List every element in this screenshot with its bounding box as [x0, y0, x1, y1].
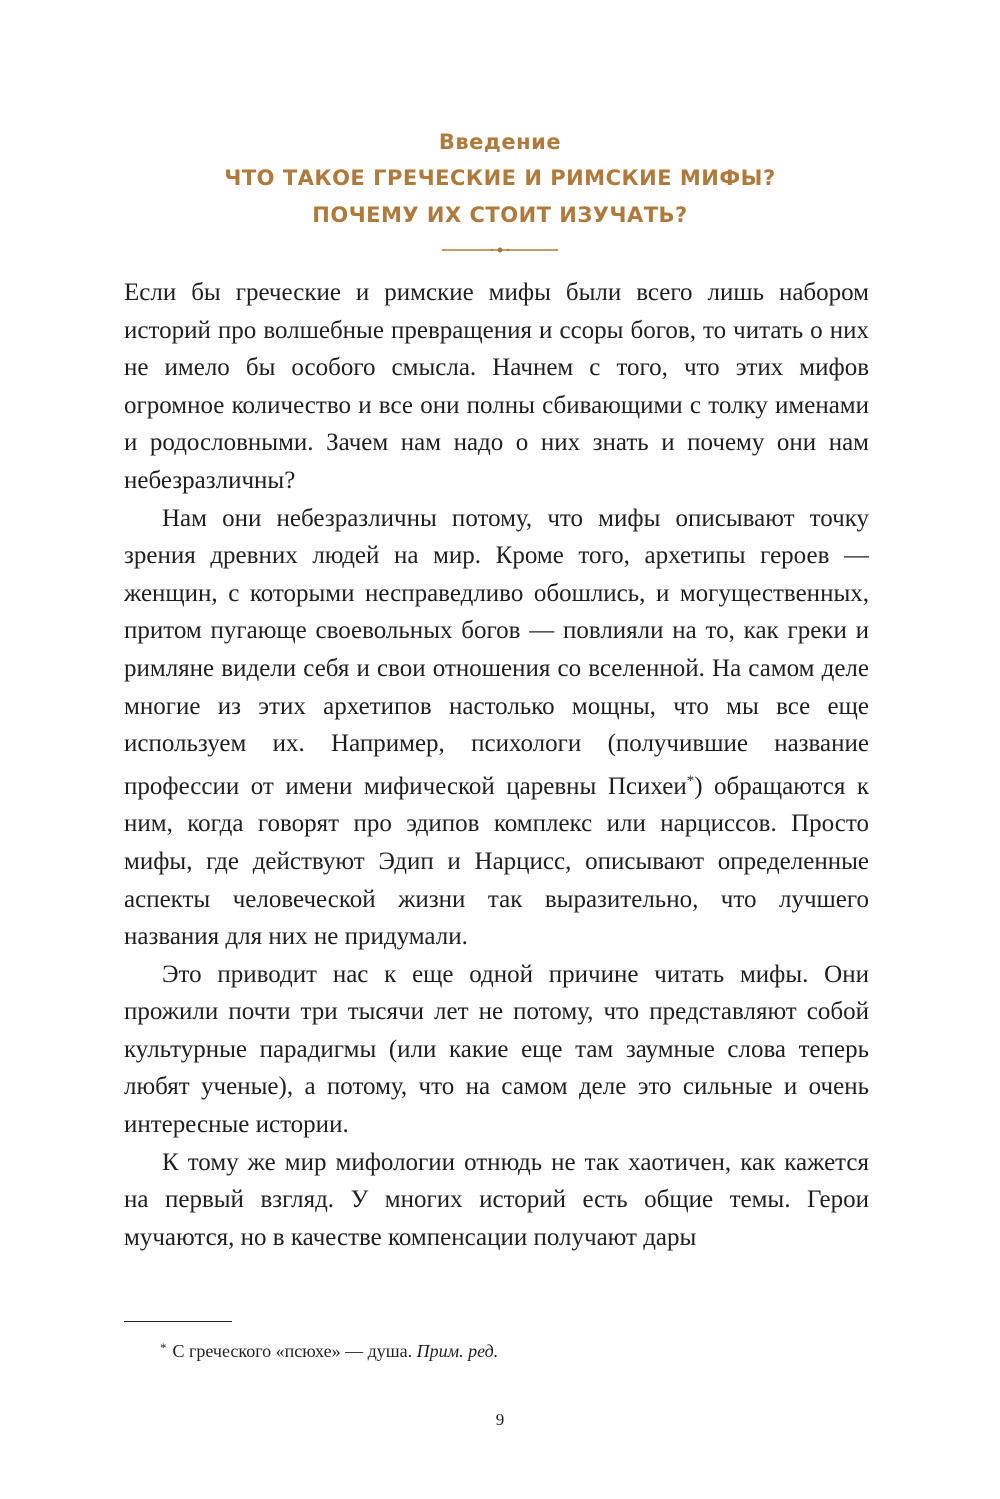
chapter-title-line-1: ЧТО ТАКОЕ ГРЕЧЕСКИЕ И РИМСКИЕ МИФЫ?: [224, 166, 776, 190]
footnote-reference-mark[interactable]: *: [686, 772, 695, 789]
chapter-kicker: Введение: [438, 130, 562, 154]
paragraph-2-part-1: Нам они небезразличны потому, что мифы описывают точку зрения древних людей на мир. Кроме того, архетипы героев — женщин, с которыми несправедливо обошлись, и могущественных, притом пугающе своевольных богов — повлияли на то, как греки и римляне видели себя и свои отношения со вселенной. На самом деле многие из этих архетипов настолько мощны, что мы все еще используем их. Например, психологи (получившие название профессии от имени мифической царевны Психеи: [124, 504, 869, 800]
footnote-text: С греческого «псюхе» — душа.: [172, 1341, 417, 1361]
ornament-divider-icon: [441, 244, 559, 256]
paragraph-2-part-2: ) обращаются к ним, когда говорят про эдипов комплекс или нарциссов. Просто мифы, где действуют Эдип и Нарцисс, описывают определенные аспекты человеческой жизни так выразительно, что лучшего названия для них не придумали.: [124, 772, 870, 951]
paragraph-1: Если бы греческие и римские мифы были всего лишь набором историй про волшебные превращения и ссоры богов, то читать о них не имело бы особого смысла. Начнем с того, что этих мифов огромное количество и все они полны сбивающими с толку именами и родословными. Зачем нам надо о них знать и почему они нам небезразличны?: [124, 279, 869, 494]
paragraph-3: Это приводит нас к еще одной причине читать мифы. Они прожили почти три тысячи лет не потому, что представляют собой культурные парадигмы (или какие еще там заумные слова теперь любят ученые), а потому, что на самом деле это сильные и очень интересные истории.: [124, 960, 869, 1139]
chapter-heading: [0, 124, 1000, 234]
page-number: 9: [495, 1410, 505, 1429]
chapter-title-line-2: ПОЧЕМУ ИХ СТОИТ ИЗУЧАТЬ?: [312, 203, 688, 227]
footnote: [160, 1335, 498, 1364]
footnote-divider: [124, 1321, 232, 1322]
paragraph-4: К тому же мир мифологии отнюдь не так хаотичен, как кажется на первый взгляд. У многих историй есть общие темы. Герои мучаются, но в качестве компенсации получают дары: [124, 1148, 869, 1251]
body-text: [124, 274, 869, 1256]
footnote-mark: *: [160, 1340, 167, 1355]
paragraph-2: [124, 500, 869, 956]
footnote-editor-note: Прим. ред.: [416, 1341, 499, 1361]
